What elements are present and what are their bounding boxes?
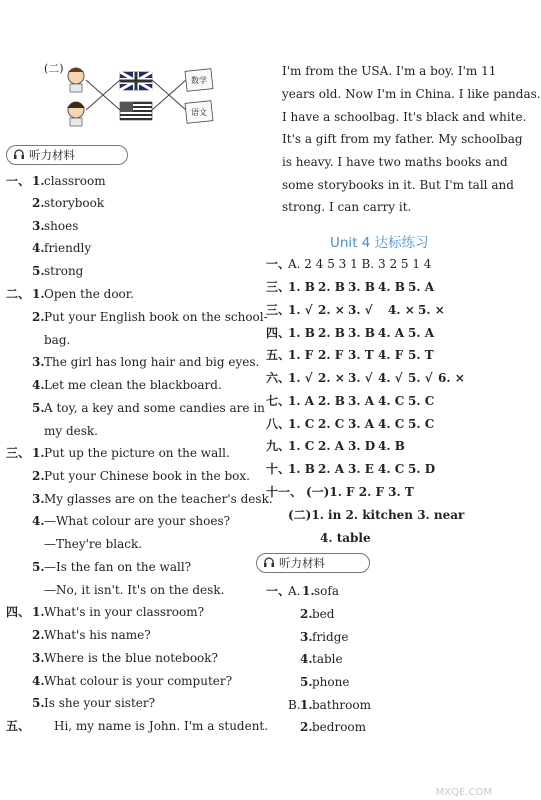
item-text: Let me clean the blackboard.: [44, 378, 222, 392]
item-text: The girl has long hair and big eyes.: [44, 355, 260, 369]
passage-line: is heavy. I have two maths books and: [282, 155, 508, 169]
answer-item: 1. C: [288, 439, 315, 453]
answer-row-number: 五、: [266, 348, 291, 362]
item-number: 2.: [300, 607, 313, 621]
item-text: Where is the blue notebook?: [44, 651, 218, 665]
answer-row-number: 六、: [266, 371, 291, 385]
item-text: storybook: [44, 196, 105, 210]
listening-material-header: [6, 145, 128, 165]
answer-item: 2. A: [318, 462, 345, 476]
item-number: 2.: [32, 310, 45, 324]
answer-row-number: 三、: [266, 280, 291, 294]
item-text: —What colour are your shoes?: [44, 514, 231, 528]
item-number: 3.: [32, 492, 45, 506]
answer-item: 3. A: [348, 394, 375, 408]
answer-item: 5. D: [408, 462, 436, 476]
item-text: My glasses are on the teacher's desk.: [44, 492, 273, 506]
item-text-continued: —No, it isn't. It's on the desk.: [44, 583, 225, 597]
item-text: bedroom: [312, 720, 367, 734]
answer-item: 4. F: [378, 348, 404, 362]
book-label-math: 数学: [191, 76, 207, 85]
item-text: Hi, my name is John. I'm a student.: [54, 719, 269, 733]
item-number: 1.: [300, 698, 313, 712]
item-text: Open the door.: [44, 287, 134, 301]
answer-item: 4. C: [378, 462, 405, 476]
answer-row-text: (二)1. in 2. kitchen 3. near: [288, 508, 465, 522]
passage-line: years old. Now I'm in China. I like pandas.: [282, 87, 541, 101]
item-text: shoes: [44, 219, 79, 233]
answer-item: 4. ×: [388, 303, 415, 317]
item-number: 5.: [32, 696, 45, 710]
answer-row-number: 一、: [266, 257, 291, 271]
item-number: 2.: [32, 628, 45, 642]
item-text: classroom: [44, 174, 106, 188]
answer-row-number: 三、: [266, 303, 291, 317]
item-text: fridge: [312, 630, 349, 644]
item-text: sofa: [314, 584, 339, 598]
section-number: 五、: [6, 719, 31, 733]
answer-item: 1. A: [288, 394, 315, 408]
item-number: 3.: [32, 355, 45, 369]
answer-row-number: 四、: [266, 326, 291, 340]
section-number: 二、: [6, 287, 31, 301]
item-text: bathroom: [312, 698, 371, 712]
section-number: 一、: [6, 174, 31, 188]
answer-item: 3. T: [348, 348, 374, 362]
item-text: —Is the fan on the wall?: [44, 560, 192, 574]
headphones-icon: [263, 556, 275, 568]
book-label-chinese: 语文: [191, 108, 207, 117]
subsection-label: (二): [44, 62, 64, 75]
answer-item: 2. B: [318, 326, 345, 340]
watermark: MXQE.COM: [435, 787, 492, 798]
answer-item: 4. C: [378, 394, 405, 408]
listening-material-header: [256, 553, 370, 573]
section-number: 三、: [6, 446, 31, 460]
answer-row-text: (一)1. F 2. F 3. T: [306, 485, 414, 499]
headphones-icon: [13, 148, 25, 160]
item-text-continued: my desk.: [44, 424, 98, 438]
answer-item: 1. B: [288, 280, 315, 294]
answer-item: 6. ×: [438, 371, 465, 385]
answer-item: 4. B: [378, 280, 405, 294]
answer-item: 5. A: [408, 280, 435, 294]
unit-title: Unit 4 达标练习: [330, 235, 429, 251]
answer-item: 1. F: [288, 348, 314, 362]
item-number: 5.: [32, 560, 45, 574]
section-number: 一、: [266, 584, 291, 598]
answer-row-number: 九、: [266, 439, 291, 453]
usa-flag-icon: [120, 102, 152, 120]
answer-item: 4. C: [378, 417, 405, 431]
passage-line: strong. I can carry it.: [282, 200, 412, 214]
answer-item: 3. D: [348, 439, 376, 453]
item-text: friendly: [44, 241, 92, 255]
item-text: strong: [44, 264, 84, 278]
answer-item: 5. C: [408, 417, 435, 431]
answer-item: 1. √: [288, 371, 313, 385]
item-number: 1.: [32, 605, 45, 619]
item-number: 4.: [32, 674, 45, 688]
item-text-continued: bag.: [44, 333, 71, 347]
answer-item: 5. ×: [418, 303, 445, 317]
item-number: 5.: [300, 675, 313, 689]
item-number: 4.: [32, 241, 45, 255]
answer-item: 3. E: [348, 462, 374, 476]
item-text: phone: [312, 675, 350, 689]
answer-item: 2. A: [318, 439, 345, 453]
answer-item: 2. F: [318, 348, 344, 362]
answer-item: 3. B: [348, 326, 375, 340]
listening-material-title: 听力材料: [29, 148, 75, 162]
answer-row-number: 十一、: [266, 485, 303, 499]
answer-item: 2. B: [318, 280, 345, 294]
item-number: 3.: [300, 630, 313, 644]
answer-item: 3. √: [348, 371, 373, 385]
answer-item: 2. B: [318, 394, 345, 408]
passage-line: I have a schoolbag. It's black and white.: [282, 110, 527, 124]
item-number: 3.: [32, 651, 45, 665]
answer-item: 2. C: [318, 417, 345, 431]
item-text: Put up the picture on the wall.: [44, 446, 230, 460]
listening-material-title: 听力材料: [279, 556, 325, 570]
item-text: What colour is your computer?: [44, 674, 233, 688]
item-number: 5.: [32, 264, 45, 278]
section-number: 四、: [6, 605, 31, 619]
passage-line: some storybooks in it. But I'm tall and: [282, 178, 514, 192]
item-number: 2.: [300, 720, 313, 734]
item-text: bed: [312, 607, 335, 621]
item-number: 1.: [32, 174, 45, 188]
answer-item: 2. ×: [318, 303, 345, 317]
answer-item: 1. B: [288, 462, 315, 476]
uk-flag-icon: [120, 72, 152, 90]
answer-item: 4. A: [378, 326, 405, 340]
answer-item: 4. B: [378, 439, 405, 453]
answer-row-number: 七、: [266, 394, 291, 408]
item-text-continued: —They're black.: [44, 537, 143, 551]
item-text: What's in your classroom?: [44, 605, 205, 619]
matching-lines: [40, 58, 240, 130]
answer-item: 3. B: [348, 280, 375, 294]
passage-line: I'm from the USA. I'm a boy. I'm 11: [282, 64, 497, 78]
answer-row-text: A. 2 4 5 3 1 B. 3 2 5 1 4: [288, 257, 432, 271]
answer-item: 5. √: [408, 371, 433, 385]
answer-item: 1. B: [288, 326, 315, 340]
item-number: 2.: [32, 469, 45, 483]
answer-item: 5. C: [408, 394, 435, 408]
answer-item: 1. √: [288, 303, 313, 317]
passage-line: It's a gift from my father. My schoolbag: [282, 132, 523, 146]
item-text: table: [312, 652, 343, 666]
item-number: 2.: [32, 196, 45, 210]
item-text: What's his name?: [44, 628, 151, 642]
item-number: 4.: [32, 378, 45, 392]
item-number: 1.: [302, 584, 315, 598]
item-text: A toy, a key and some candies are in: [44, 401, 265, 415]
item-number: 4.: [300, 652, 313, 666]
answer-item: 5. T: [408, 348, 434, 362]
answer-item: 2. ×: [318, 371, 345, 385]
item-text: Put your Chinese book in the box.: [44, 469, 250, 483]
item-text: Put your English book on the school-: [44, 310, 268, 324]
item-number: 1.: [32, 287, 45, 301]
part-label: B.: [288, 698, 301, 712]
answer-item: 5. A: [408, 326, 435, 340]
part-label: A.: [288, 584, 301, 598]
item-text: Is she your sister?: [44, 696, 156, 710]
item-number: 4.: [32, 514, 45, 528]
answer-item: 4. √: [378, 371, 403, 385]
answer-row-text: 4. table: [320, 531, 371, 545]
item-number: 3.: [32, 219, 45, 233]
answer-item: 3. √: [348, 303, 373, 317]
item-number: 5.: [32, 401, 45, 415]
answer-row-number: 十、: [266, 462, 291, 476]
item-number: 1.: [32, 446, 45, 460]
matching-illustration: [40, 58, 240, 130]
answer-row-number: 八、: [266, 417, 291, 431]
answer-item: 3. A: [348, 417, 375, 431]
answer-item: 1. C: [288, 417, 315, 431]
